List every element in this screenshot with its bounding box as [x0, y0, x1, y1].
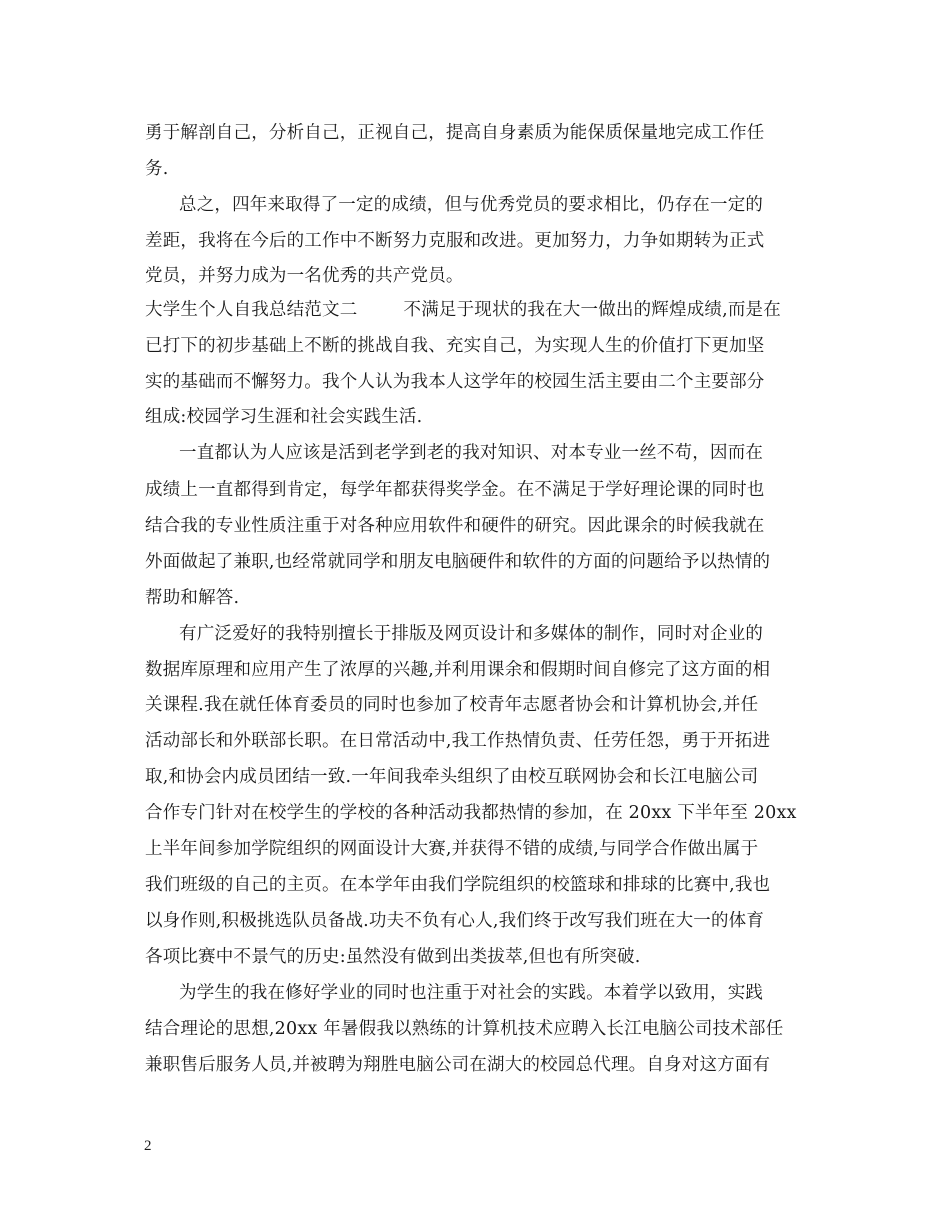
text-line: 外面做起了兼职,也经常就同学和朋友电脑硬件和软件的方面的问题给予以热情的 [145, 552, 771, 572]
text-line: 为学生的我在修好学业的同时也注重于对社会的实践。本着学以致用，实践 [179, 983, 764, 1003]
text-line: 上半年间参加学院组织的网面设计大赛,并获得不错的成绩,与同学合作做出属于 [145, 839, 759, 859]
text-line: 我们班级的自己的主页。在本学年由我们学院组织的校篮球和排球的比赛中,我也 [145, 875, 771, 895]
text-line: 活动部长和外联部长职。在日常活动中,我工作热情负责、任劳任怨，勇于开拓进 [145, 731, 771, 751]
text-line: 实的基础而不懈努力。我个人认为我本人这学年的校园生活主要由二个主要部分 [145, 372, 765, 392]
text-line: 差距，我将在今后的工作中不断努力克服和改进。更加努力，力争如期转为正式 [145, 231, 765, 251]
text-line: 各项比赛中不景气的历史:虽然没有做到出类拔萃,但也有所突破. [145, 947, 641, 967]
text-line: 总之，四年来取得了一定的成绩，但与优秀党员的要求相比，仍存在一定的 [179, 195, 764, 215]
text-line: 结合理论的思想,20xx 年暑假我以熟练的计算机技术应聘入长江电脑公司技术部任 [145, 1019, 784, 1039]
text-line: 已打下的初步基础上不断的挑战自我、充实自己，为实现人生的价值打下更加坚 [145, 336, 765, 356]
text-line: 一直都认为人应该是活到老学到老的我对知识、对本专业一丝不苟，因而在 [179, 443, 764, 463]
text-line: 帮助和解答. [145, 588, 240, 608]
text-line: 数据库原理和应用产生了浓厚的兴趣,并利用课余和假期时间自修完了这方面的相 [145, 660, 771, 680]
text-line: 成绩上一直都得到肯定，每学年都获得奖学金。在不满足于学好理论课的同时也 [145, 480, 765, 500]
text-line: 有广泛爱好的我特别擅长于排版及网页设计和多媒体的制作，同时对企业的 [179, 624, 764, 644]
page-number: 2 [144, 1138, 152, 1154]
text-line: 合作专门针对在校学生的学校的各种活动我都热情的参加，在 20xx 下半年至 20xx [145, 803, 797, 823]
text-line: 取,和协会内成员团结一致.一年间我牵头组织了由校互联网协会和长江电脑公司 [145, 767, 759, 787]
text-line: 勇于解剖自己，分析自己，正视自己，提高自身素质为能保质保量地完成工作任 [145, 123, 765, 143]
text-line: 以身作则,积极挑选队员备战.功夫不负有心人,我们终于改写我们班在大一的体育 [145, 911, 765, 931]
text-line: 兼职售后服务人员,并被聘为翔胜电脑公司在湖大的校园总代理。自身对这方面有 [145, 1055, 771, 1075]
text-line: 关课程.我在就任体育委员的同时也参加了校青年志愿者协会和计算机协会,并任 [145, 695, 759, 715]
text-line: 组成:校园学习生涯和社会实践生活. [145, 407, 423, 427]
text-line: 务. [145, 159, 169, 179]
text-line: 结合我的专业性质注重于对各种应用软件和硬件的研究。因此课余的时候我就在 [145, 516, 765, 536]
text-line: 党员，并努力成为一名优秀的共产党员。 [145, 266, 464, 286]
section-heading-line: 大学生个人自我总结范文二 不满足于现状的我在大一做出的辉煌成绩,而是在 [145, 300, 781, 320]
